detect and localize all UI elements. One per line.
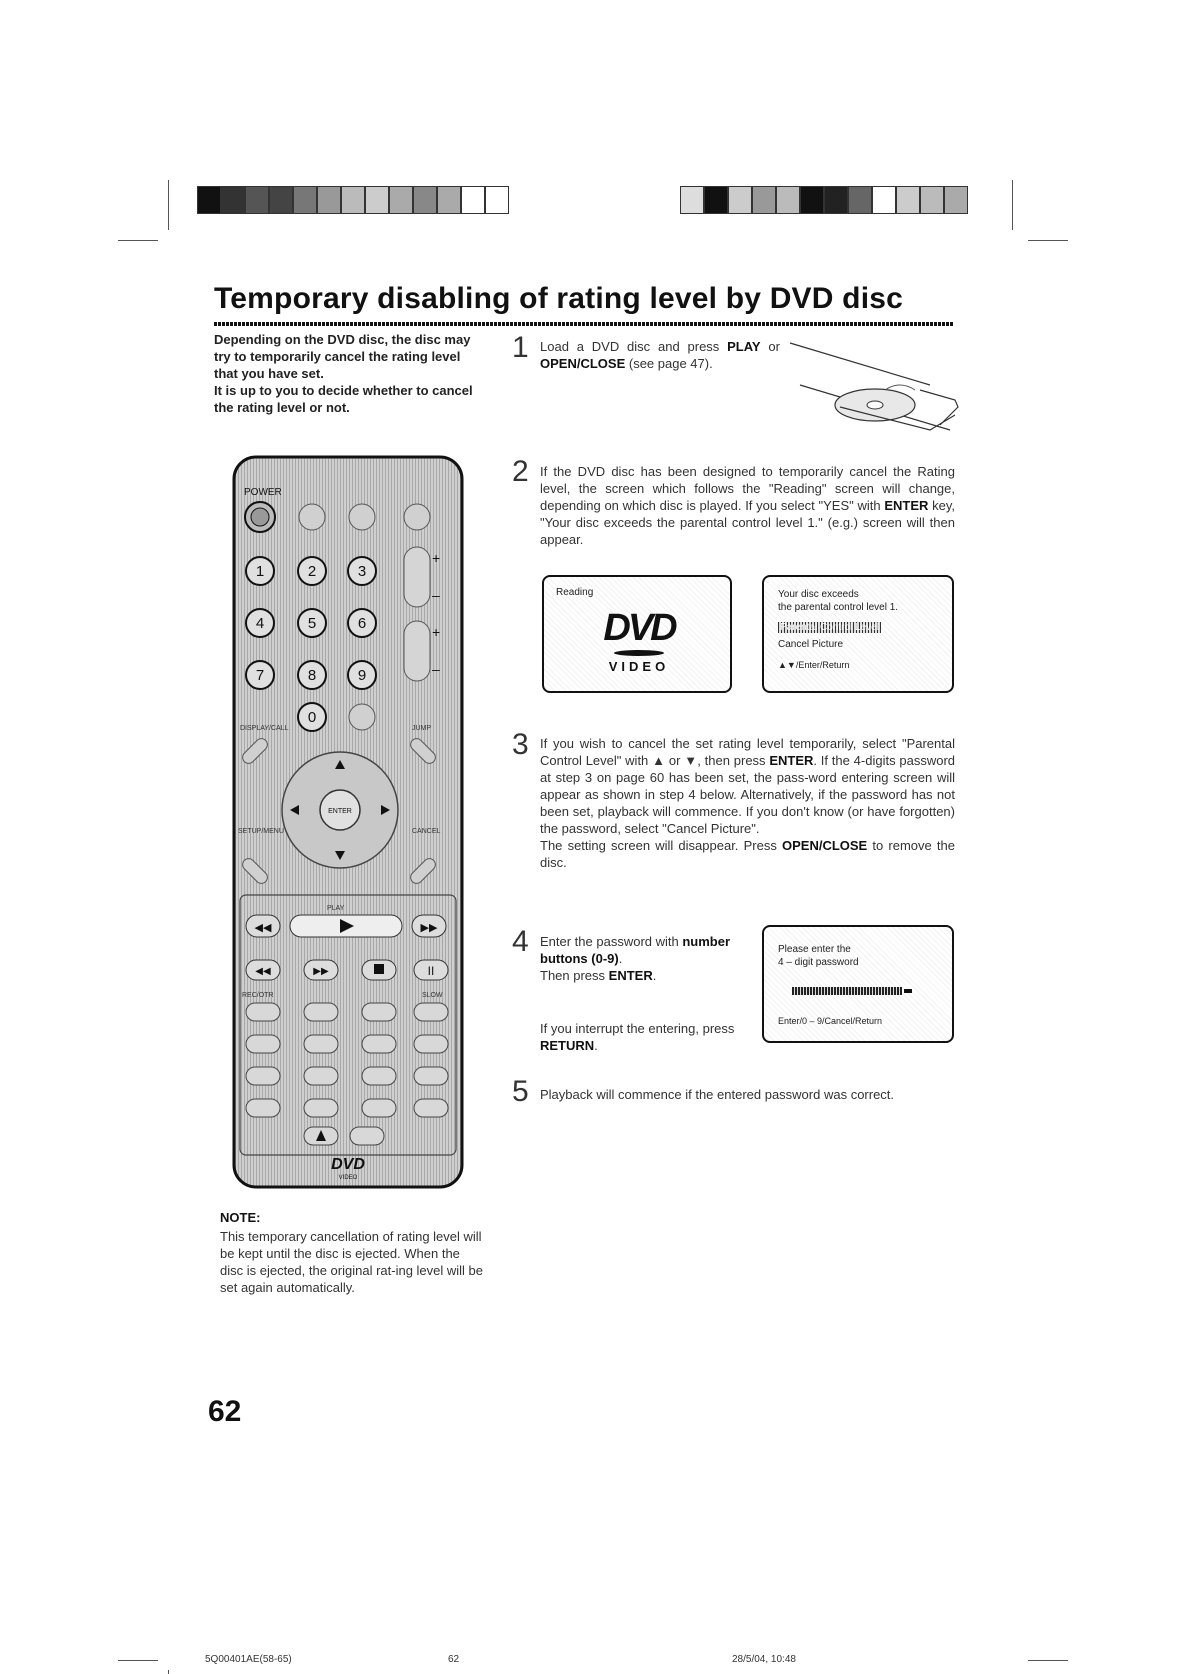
osd-parental-line2: the parental control level 1.: [778, 602, 899, 613]
note-text: This temporary cancellation of rating level will be kept until the disc is ejected. When the disc is ejected, the original rat-ing level will be set again automatically.: [220, 1229, 484, 1295]
note-heading: NOTE:: [220, 1210, 261, 1225]
remote-setup-label: SETUP/MENU: [238, 828, 284, 835]
osd-password-line1: Please enter the: [778, 944, 851, 955]
osd-password-field[interactable]: [792, 987, 902, 995]
osd-dvd-logo: DVD: [603, 607, 675, 649]
page-number: 62: [208, 1395, 242, 1428]
remote-dvd-logo-sub: VIDEO: [338, 1175, 358, 1181]
remote-digit-5: 5: [307, 615, 317, 632]
svg-text:◀◀: ◀◀: [254, 922, 272, 934]
step-2-number: 2: [512, 455, 529, 488]
disc-tray-illustration: [780, 335, 960, 435]
svg-text:◀◀: ◀◀: [255, 966, 271, 977]
remote-control-illustration: [232, 455, 464, 1190]
osd-dvd-disc-mark: [614, 650, 664, 656]
remote-power-label: POWER: [244, 487, 282, 498]
step-4-text: Enter the password with number buttons (0-9). Then press ENTER.: [540, 934, 731, 983]
osd-parental-line1: Your disc exceeds: [778, 589, 859, 600]
svg-text:▶▶: ▶▶: [313, 966, 329, 977]
osd-parental-option-highlight[interactable]: Parental Control Level: [780, 622, 879, 633]
remote-slow-label: SLOW: [422, 992, 443, 999]
remote-digit-4: 4: [255, 615, 265, 632]
remote-jump-label: JUMP: [412, 725, 432, 732]
remote-digit-0: 0: [307, 709, 317, 726]
osd-password-line2: 4 – digit password: [778, 957, 859, 968]
remote-digit-9: 9: [357, 667, 367, 684]
osd-parental-screen: [762, 575, 954, 693]
remote-digit-7: 7: [255, 667, 265, 684]
remote-digit-8: 8: [307, 667, 317, 684]
remote-display-label: DISPLAY/CALL: [240, 725, 289, 732]
crop-mark: [118, 1660, 158, 1661]
remote-play-label: PLAY: [327, 905, 345, 912]
step-5-text: Playback will commence if the entered password was correct.: [540, 1087, 895, 1102]
osd-password-screen: [762, 925, 954, 1043]
step-5-number: 5: [512, 1075, 529, 1108]
remote-digit-6: 6: [357, 615, 367, 632]
osd-parental-nav: ▲▼/Enter/Return: [778, 660, 850, 670]
svg-text:+: +: [432, 550, 441, 566]
osd-reading-label: Reading: [556, 587, 594, 598]
step-1-text: Load a DVD disc and press PLAY or OPEN/CLOSE (see page 47).: [540, 339, 780, 371]
remote-record-label: REC/OTR: [242, 992, 274, 999]
intro-paragraph: It is up to you to decide whether to cancel the rating level or not.: [214, 383, 473, 415]
step-2-text: If the DVD disc has been designed to temporarily cancel the Rating level, the screen which follows the "Reading" screen will change, depending on which disc is played. If you select "YES" with ENTER key, "Your disc exceeds the parental control level 1." (e.g.) screen will then appear.: [540, 464, 955, 547]
osd-reading-screen: [542, 575, 732, 693]
registration-strip-left: [197, 186, 509, 214]
crop-mark: [118, 240, 158, 241]
step-4-extra-text: If you interrupt the entering, press RETURN.: [540, 1021, 735, 1053]
footer-date: 28/5/04, 10:48: [732, 1654, 796, 1665]
svg-text:+: +: [432, 624, 441, 640]
remote-digit-2: 2: [307, 563, 317, 580]
svg-text:II: II: [427, 964, 435, 978]
crop-mark: [1012, 180, 1013, 230]
remote-digit-1: 1: [255, 563, 265, 580]
svg-text:–: –: [432, 587, 440, 603]
intro-paragraph: Depending on the DVD disc, the disc may try to temporarily cancel the rating level that you have set.: [214, 332, 471, 381]
step-3-text: If you wish to cancel the set rating level temporarily, select "Parental Control Level" with ▲ or ▼, then press ENTER. If the 4-digits password at step 3 on page 60 has been set, the pass-word entering screen will appear as shown in step 4 below. Alternatively, if the password has not been set, playback will commence. If you don't know (or have forgotten) the password, select "Cancel Picture". The setting screen will disappear. Press OPEN/CLOSE to remove the disc.: [540, 736, 955, 870]
svg-text:▶▶: ▶▶: [420, 922, 438, 934]
osd-dvd-video-text: VIDEO: [608, 659, 670, 674]
footer-page: 62: [448, 1654, 460, 1665]
remote-cancel-label: CANCEL: [412, 828, 441, 835]
step-1-number: 1: [512, 331, 529, 364]
footer-code: 5Q00401AE(58-65): [205, 1654, 292, 1665]
svg-text:–: –: [432, 661, 440, 677]
osd-password-nav: Enter/0 – 9/Cancel/Return: [778, 1016, 883, 1026]
remote-dvd-logo: DVD: [331, 1156, 365, 1173]
osd-password-cursor: [904, 989, 912, 993]
crop-mark: [1028, 1660, 1068, 1661]
intro-text: [214, 331, 484, 416]
title-rule: [214, 322, 954, 326]
registration-strip-right: [680, 186, 968, 214]
crop-mark: [168, 1670, 169, 1674]
crop-mark: [1028, 240, 1068, 241]
page-title: Temporary disabling of rating level by DVD disc: [214, 282, 903, 315]
crop-mark: [168, 180, 169, 230]
remote-enter-label: ENTER: [328, 808, 352, 815]
remote-digit-3: 3: [357, 563, 367, 580]
osd-parental-option-cancel[interactable]: Cancel Picture: [778, 639, 844, 650]
step-4-number: 4: [512, 925, 529, 958]
step-3-number: 3: [512, 728, 529, 761]
